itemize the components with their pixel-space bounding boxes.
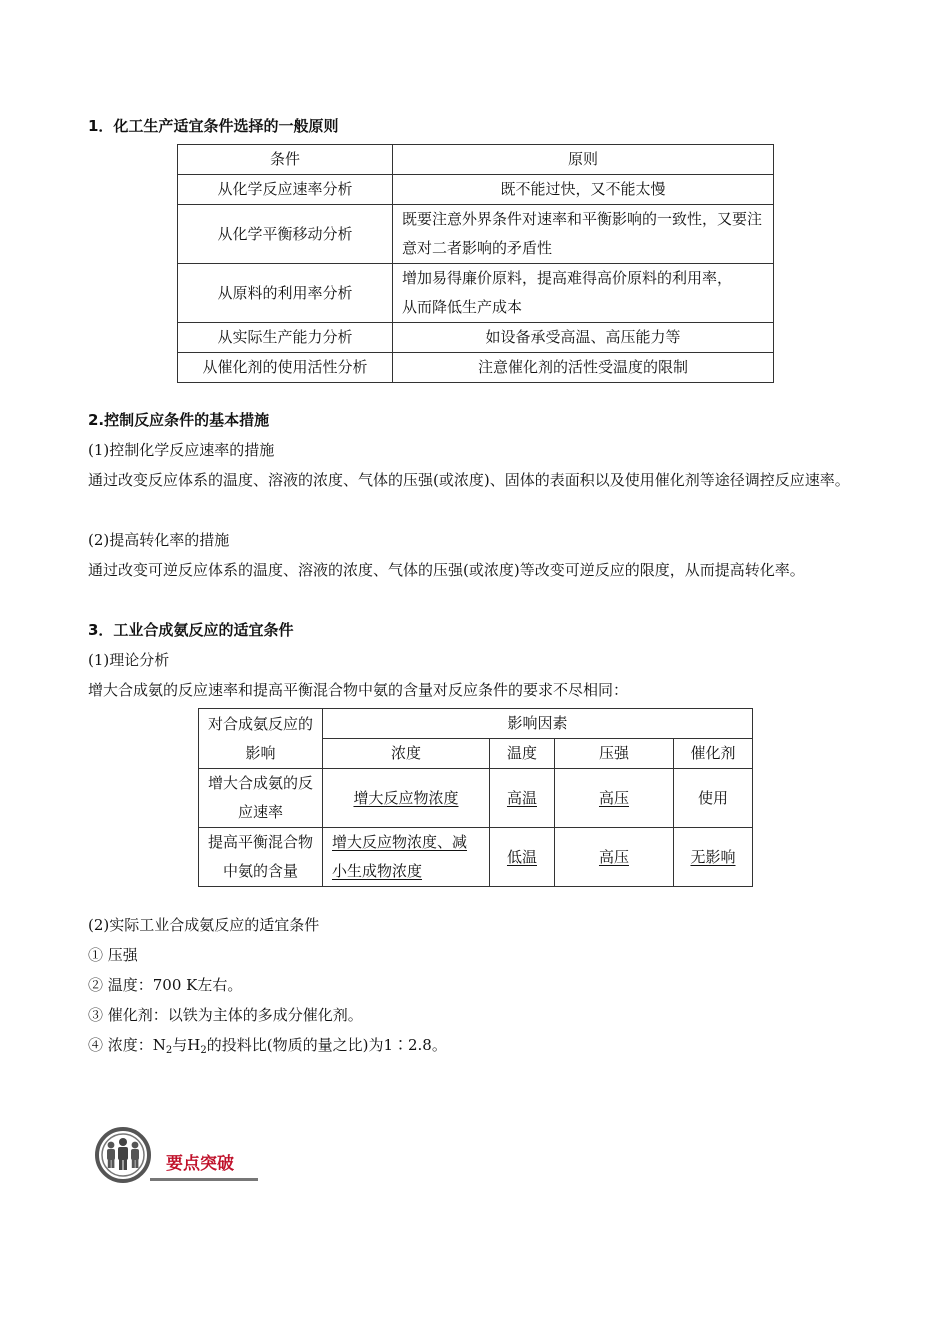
table-row [199,769,753,828]
table-row [178,264,774,323]
section3-sub2-title: (2)实际工业合成氨反应的适宜条件 [88,916,320,934]
table-cell [490,828,555,887]
table-cell: 如设备承受高温、高压能力等 [393,323,774,353]
table-cell [555,769,674,828]
section2-sub2-text: 通过改变可逆反应体系的温度、溶液的浓度、气体的压强(或浓度)等改变可逆反应的限度，从而提高转化率。 [88,561,805,579]
table-header-cell: 原则 [393,145,774,175]
table-row [178,175,774,205]
ammonia-table [198,708,753,887]
table-row [178,323,774,353]
table-row [199,828,753,887]
table-cell: 注意催化剂的活性受温度的限制 [393,353,774,383]
condition-pressure: ① 压强 [88,946,138,964]
people-group-icon [92,1126,154,1184]
section1-heading: 1．化工生产适宜条件选择的一般原则 [88,117,339,135]
section2-sub2-title: (2)提高转化率的措施 [88,531,230,549]
table-cell [555,828,674,887]
condition-temperature: ② 温度：700 K左右。 [88,976,243,994]
section2-heading: 2.控制反应条件的基本措施 [88,411,270,429]
answer-underline: 增大反应物浓度、减小生成物浓度 [332,833,468,880]
table-row [178,205,774,264]
table-corner-cell: 对合成氨反应的影响 [199,709,323,769]
table-row-label: 增大合成氨的反应速率 [199,769,323,828]
table-cell: 从实际生产能力分析 [178,323,393,353]
banner-title: 要点突破 [166,1154,234,1174]
table-cell: 从原料的利用率分析 [178,264,393,323]
section2-sub1-text: 通过改变反应体系的温度、溶液的浓度、气体的压强(或浓度)、固体的表面积以及使用催化剂等途径调控反应速率。 [88,471,850,489]
answer-underline: 高压 [598,788,629,807]
table-cell: 增加易得廉价原料，提高难得高价原料的利用率，从而降低生产成本 [393,264,774,323]
table-group-header: 影响因素 [323,709,753,739]
conc-sub: 2 [200,1045,207,1056]
condition-concentration [88,1035,447,1055]
conc-sub: 2 [165,1045,173,1056]
table-cell: 既要注意外界条件对速率和平衡影响的一致性，又要注意对二者影响的矛盾性 [393,205,774,264]
conc-suffix: 的投料比(物质的量之比)为1∶2.8。 [206,1036,447,1054]
conc-prefix: ④ 浓度：N [88,1036,166,1054]
table-cell: 既不能过快，又不能太慢 [393,175,774,205]
table-header-row [199,709,753,739]
section2-sub1-title: (1)控制化学反应速率的措施 [88,441,275,459]
table-cell: 使用 [674,769,753,828]
table-header-cell: 压强 [555,739,674,769]
table-cell [323,769,490,828]
table-cell: 从化学平衡移动分析 [178,205,393,264]
section3-heading: 3．工业合成氨反应的适宜条件 [88,621,294,639]
table-row [178,353,774,383]
table-header-cell: 条件 [178,145,393,175]
answer-underline: 低温 [506,847,537,866]
table-cell [323,828,490,887]
table-header-cell: 浓度 [323,739,490,769]
answer-underline: 增大反应物浓度 [353,788,459,807]
table-cell [490,769,555,828]
table-cell: 从催化剂的使用活性分析 [178,353,393,383]
answer-underline: 高温 [506,788,537,807]
condition-catalyst: ③ 催化剂：以铁为主体的多成分催化剂。 [88,1006,363,1024]
table-header-cell: 催化剂 [674,739,753,769]
table-cell [674,828,753,887]
table-row-label: 提高平衡混合物中氨的含量 [199,828,323,887]
principles-table [177,144,774,383]
section3-sub1-title: (1)理论分析 [88,651,170,669]
key-points-banner [92,1126,258,1184]
conc-mid: 与H [172,1036,201,1054]
answer-underline: 高压 [598,847,629,866]
table-header-cell: 温度 [490,739,555,769]
banner-underline [150,1178,258,1181]
answer-underline: 无影响 [690,847,736,866]
table-header-row [178,145,774,175]
table-cell: 从化学反应速率分析 [178,175,393,205]
section3-sub1-text: 增大合成氨的反应速率和提高平衡混合物中氨的含量对反应条件的要求不尽相同： [88,681,629,699]
